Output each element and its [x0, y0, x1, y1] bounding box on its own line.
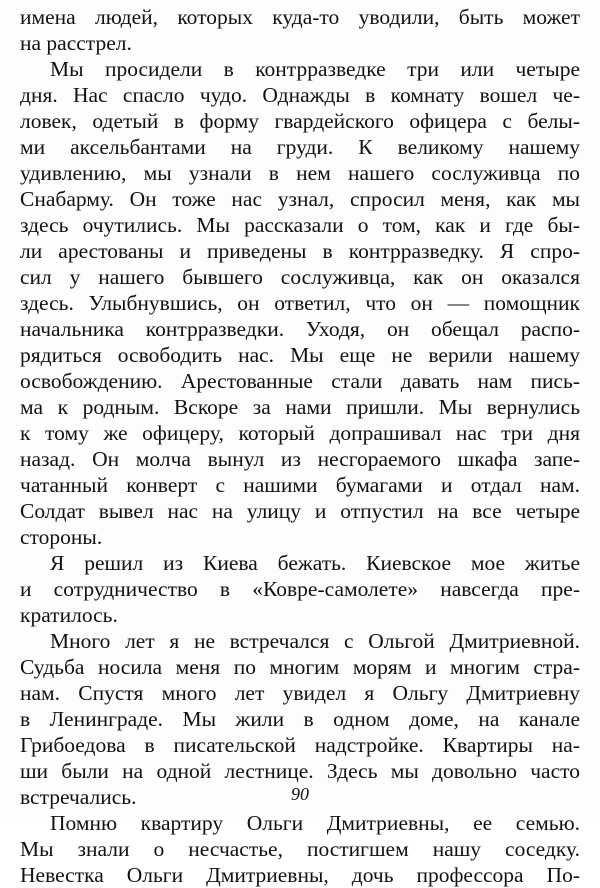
text-line: Невестка Ольги Дмитриевны, дочь профессора По- — [20, 863, 580, 887]
text-line: Мы просидели в контрразведке три или четыре — [50, 57, 580, 81]
text-line: нам. Спустя много лет увидел я Ольгу Дмитриевну — [20, 681, 580, 705]
text-line: стороны. — [20, 525, 103, 549]
text-line: дня. Нас спасло чудо. Однажды в комнату вошел че- — [20, 83, 580, 107]
text-line: и сотрудничество в «Ковре-самолете» навсегда пре- — [20, 577, 580, 601]
text-line: освобождению. Арестованные стали давать нам пись- — [20, 369, 580, 393]
text-line: кратилось. — [20, 603, 118, 627]
text-line: назад. Он молча вынул из несгораемого шкафа запе- — [20, 447, 580, 471]
text-line: к тому же офицеру, который допрашивал нас три дня — [20, 421, 580, 445]
text-line: Много лет я не встречался с Ольгой Дмитриевной. — [50, 629, 580, 653]
text-line: здесь. Улыбнувшись, он ответил, что он — помощник — [20, 291, 580, 315]
text-line: ми аксельбантами на груди. К великому нашему — [20, 135, 580, 159]
text-line: Грибоедова в писательской надстройке. Квартиры на- — [20, 733, 580, 757]
text-line: здесь очутились. Мы рассказали о том, как и где бы- — [20, 213, 580, 237]
text-line: начальника контрразведки. Уходя, он обещал распо- — [20, 317, 580, 341]
body-text — [20, 4, 580, 888]
text-line: ма к родным. Вскоре за нами пришли. Мы вернулись — [20, 395, 580, 419]
text-line: рядиться освободить нас. Мы еще не верили нашему — [20, 343, 580, 367]
text-line: ловек, одетый в форму гвардейского офицера с белы- — [20, 109, 580, 133]
text-line: ши были на одной лестнице. Здесь мы довольно часто — [20, 759, 580, 783]
text-line: удивлению, мы узнали в нем нашего сослуживца по — [20, 161, 580, 185]
text-line: встречались. — [20, 785, 137, 809]
text-line: на расстрел. — [20, 31, 132, 55]
text-line: Мы знали о несчастье, постигшем нашу соседку. — [20, 837, 580, 861]
text-line: ли арестованы и приведены в контрразведку. Я спро- — [20, 239, 580, 263]
text-line: чатанный конверт с нашими бумагами и отдал нам. — [20, 473, 580, 497]
text-line: Судьба носила меня по многим морям и многим стра- — [20, 655, 580, 679]
text-line: в Ленинграде. Мы жили в одном доме, на канале — [20, 707, 580, 731]
text-line: имена людей, которых куда-то уводили, быть может — [20, 5, 580, 29]
text-line: сил у нашего бывшего сослуживца, как он оказался — [20, 265, 580, 289]
text-line: Солдат вывел нас на улицу и отпустил на все четыре — [20, 499, 580, 523]
text-line: Снабарму. Он тоже нас узнал, спросил меня, как мы — [20, 187, 580, 211]
page-number: 90 — [291, 784, 309, 804]
text-line: Помню квартиру Ольги Дмитриевны, ее семью. — [50, 811, 580, 835]
text-line: Я решил из Киева бежать. Киевское мое житье — [50, 551, 580, 575]
